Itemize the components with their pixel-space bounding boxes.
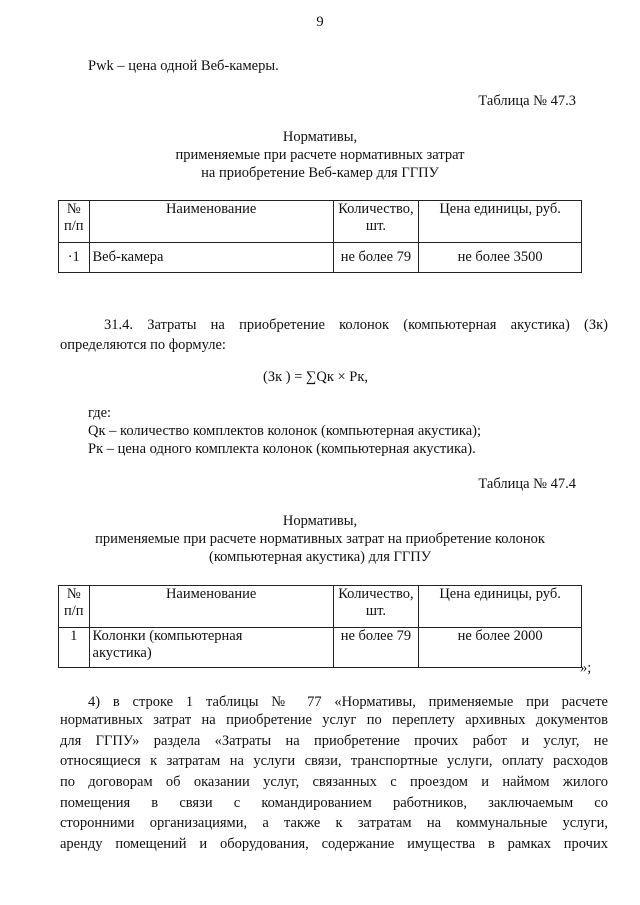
table1-row-name: Веб-камера bbox=[89, 243, 333, 273]
table2-header-price: Цена единицы, руб. bbox=[419, 586, 582, 628]
table1-row-price: не более 3500 bbox=[419, 243, 582, 273]
where-label: где: bbox=[88, 405, 112, 421]
page-number: 9 bbox=[316, 14, 324, 30]
definition-qk: Qк – количество комплектов колонок (компьютерная акустика); bbox=[88, 423, 481, 439]
table2 bbox=[58, 585, 582, 668]
table2-header-name: Наименование bbox=[89, 586, 333, 628]
table1-title-line2: применяемые при расчете нормативных затрат bbox=[175, 147, 465, 163]
table2-title-line1: Нормативы, bbox=[282, 513, 358, 529]
table1 bbox=[58, 200, 582, 273]
paragraph4-line6: помещения в связи с командированием работников, заключаемым со bbox=[60, 795, 608, 811]
paragraph4-line8: аренду помещений и оборудования, содержание имущества в рамках прочих bbox=[60, 836, 608, 852]
table1-number: Таблица № 47.3 bbox=[478, 93, 576, 109]
table2-row-num: 1 bbox=[59, 628, 90, 668]
table2-row-name: Колонки (компьютерная акустика) bbox=[89, 628, 333, 668]
table2-title-line2: применяемые при расчете нормативных затрат на приобретение колонок bbox=[95, 531, 545, 547]
table1-header-qty: Количество, шт. bbox=[333, 201, 418, 243]
paragraph4-line5: по договорам об оказании услуг, связанных с проездом и наймом жилого bbox=[60, 774, 608, 790]
paragraph4-line3: для ГГПУ» раздела «Затраты на приобретение прочих работ и услуг, не bbox=[60, 733, 608, 749]
section314-line1: 31.4. Затраты на приобретение колонок (компьютерная акустика) (Зк) bbox=[104, 317, 608, 333]
table-row bbox=[59, 628, 582, 668]
table1-header-num: № п/п bbox=[59, 201, 90, 243]
table2-header-qty: Количество, шт. bbox=[333, 586, 418, 628]
table1-header-name: Наименование bbox=[89, 201, 333, 243]
table1-row-qty: не более 79 bbox=[333, 243, 418, 273]
paragraph4-line7: сторонними организациями, а также к затратам на коммунальные услуги, bbox=[60, 815, 608, 831]
paragraph4-line1: 4) в строке 1 таблицы № 77 «Нормативы, применяемые при расчете bbox=[88, 694, 608, 710]
table2-title-line3: (компьютерная акустика) для ГГПУ bbox=[209, 549, 431, 565]
closing-quote: »; bbox=[580, 660, 592, 676]
paragraph4-line4: относящиеся к затратам на услуги связи, транспортные услуги, оплату расходов bbox=[60, 753, 608, 769]
table1-header-row bbox=[59, 201, 582, 243]
definition-pk: Pк – цена одного комплекта колонок (компьютерная акустика). bbox=[88, 441, 476, 457]
formula: (Зк ) = ∑Qк × Pк, bbox=[263, 369, 369, 385]
intro-line: Pwk – цена одной Веб-камеры. bbox=[88, 58, 279, 74]
section314-line2: определяются по формуле: bbox=[60, 337, 226, 353]
table1-title-line1: Нормативы, bbox=[282, 129, 358, 145]
paragraph4-line2: нормативных затрат на приобретение услуг по переплету архивных документов bbox=[60, 712, 608, 728]
table1-row-num: ·1 bbox=[59, 243, 90, 273]
table2-row-price: не более 2000 bbox=[419, 628, 582, 668]
table-row bbox=[59, 243, 582, 273]
table2-row-qty: не более 79 bbox=[333, 628, 418, 668]
table2-header-row bbox=[59, 586, 582, 628]
table2-header-num: № п/п bbox=[59, 586, 90, 628]
table1-title-line3: на приобретение Веб-камер для ГГПУ bbox=[201, 165, 439, 181]
table1-header-price: Цена единицы, руб. bbox=[419, 201, 582, 243]
table2-number: Таблица № 47.4 bbox=[478, 476, 576, 492]
